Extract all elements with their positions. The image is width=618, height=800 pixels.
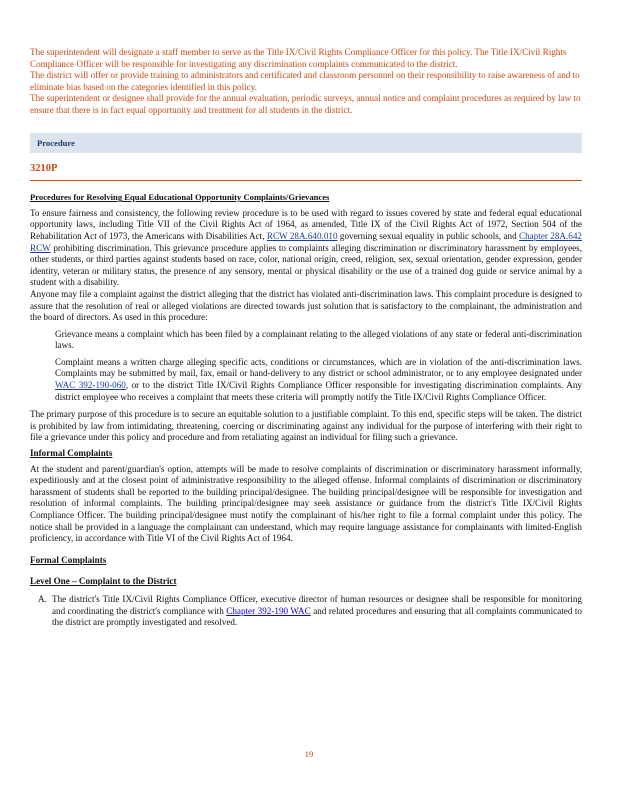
chapter-28a-642-rcw-link[interactable]: Chapter 28A.642 RCW [30, 230, 582, 253]
document-page [30, 47, 582, 629]
item-marker: A. [38, 593, 47, 604]
item-a-text-1: The district's Title IX/Civil Rights Compliance Officer, executive director of human resources or designee shall be responsible for monitoring and coordinating the district's compliance with [52, 593, 582, 616]
grievance-definition: Grievance means a complaint which has been filed by a complainant relating to the alleged violations of any state or federal anti-discrimination laws. [55, 328, 582, 351]
intro-paragraph: The district will offer or provide training to administrators and certificated and classroom personnel on their responsibility to raise awareness of and to eliminate bias based on the categories identified in this policy. [30, 70, 580, 92]
informal-paragraph: At the student and parent/guardian's option, attempts will be made to resolve complaints of discrimination or discriminatory harassment informally, expeditiously and at the closest point of administrative responsibility to the alleged offense. Informal complaints of discrimination or discriminatory harassment of students shall be reported to the building principal/designee. The building principal/designee will be responsible for investigation and resolution of informal complaints. The building principal/designee may seek assistance or guidance from the district's Title IX/Civil Rights Compliance Officer. The building principal/designee must notify the complainant of his/her right to file a formal complaint under this policy. The notice shall be provided in a language the complainant can understand, which may require language assistance for complainants with limited-English proficiency, in accordance with Title VI of the Civil Rights Act of 1964. [30, 463, 582, 544]
scope-text-b: governing sexual equality in public schools, and [337, 230, 520, 241]
scope-paragraph [30, 208, 582, 289]
scope-text-a: To ensure fairness and consistency, the following review procedure is to be used with regard to issues covered by state and federal equal educational opportunity laws, including Title VII of the Civil Rights Act of 1964, as amended, Title IX of the Civil Rights Act of 1972, Section 504 of the Rehabilitation Act of 1973, the Americans with Disabilities Act, [30, 207, 582, 241]
chapter-392-190-wac-link[interactable]: Chapter 392-190 WAC [226, 605, 311, 616]
rcw-28a-640-010-link[interactable]: RCW 28A.640.010 [266, 230, 338, 241]
informal-complaints-heading [30, 448, 582, 460]
item-a-text-2: and related procedures and ensuring that all complaints communicated to the district are promptly investigated and resolved. [52, 605, 582, 628]
level-one-heading: Level One – Complaint to the District [30, 576, 177, 587]
list-item [30, 594, 582, 629]
informal-complaints-heading-text: Informal Complaints [30, 448, 113, 459]
procedures-heading [30, 192, 582, 204]
section-divider [30, 180, 582, 181]
intro-paragraph: The superintendent will designate a staff member to serve as the Title IX/Civil Rights Compliance Officer for this policy. The Title IX/Civil Rights Compliance Officer will be responsible for investigating any discrimination complaints communicated to the district. [30, 47, 567, 69]
filing-paragraph: Anyone may file a complaint against the district alleging that the district has violated anti-discrimination laws. This complaint procedure is designed to assure that the resolution of real or alleged violations are directed towards just solution that is satisfactory to the complainant, the administration and the board of directors. As used in this procedure: [30, 288, 582, 323]
page-number: 19 [304, 749, 314, 759]
purpose-paragraph: The primary purpose of this procedure is to secure an equitable solution to a justifiable complaint. To this end, specific steps will be taken. The district is prohibited by law from intimidating, threatening, coercing or discriminating against any individual for the purpose of interfering with their right to file a grievance under this policy and procedure and from retaliating against an individual for filing such a grievance. [30, 409, 582, 443]
list-item [30, 357, 582, 403]
formal-complaints-heading: Formal Complaints [30, 554, 107, 565]
complaint-definition-a: Complaint means a written charge alleging specific acts, conditions or circumstances, which are in violation of the anti-discrimination laws. Complaints may be submitted by mail, fax, email or hand-delivery to any district or school administrator, or to any employee designated under [55, 356, 582, 379]
procedures-heading-text: Procedures for Resolving Equal Educational Opportunity Complaints/Grievances [30, 192, 330, 203]
complaint-definition-b: , or to the district Title IX/Civil Rights Compliance Officer responsible for investigating discrimination complaints. Any district employee who receives a complaint that meets these criteria will promptly notify the Title IX/Civil Rights Compliance Officer. [55, 380, 582, 402]
intro-paragraph: The superintendent or designee shall provide for the annual evaluation, periodic surveys, annual notice and complaint procedures as required by law to ensure that there is in fact equal opportunity and treatment for all students in the district. [30, 93, 581, 115]
scope-text-c: prohibiting discrimination. This grievance procedure applies to complaints alleging discrimination or discriminatory harassment by employees, other students, or third parties against students based on race, color, national origin, creed, religion, sex, sexual orientation, gender expression, gender identity, veteran or military status, the presence of any sensory, mental or physical disability or the use of a trained dog guide or service animal by a student with a disability. [30, 242, 582, 288]
procedure-band: Procedure [30, 133, 582, 153]
intro-section [30, 47, 582, 117]
procedure-code: 3210P [30, 162, 58, 174]
list-item [30, 329, 582, 352]
wac-392-190-060-link[interactable]: WAC 392-190-060 [55, 380, 126, 391]
